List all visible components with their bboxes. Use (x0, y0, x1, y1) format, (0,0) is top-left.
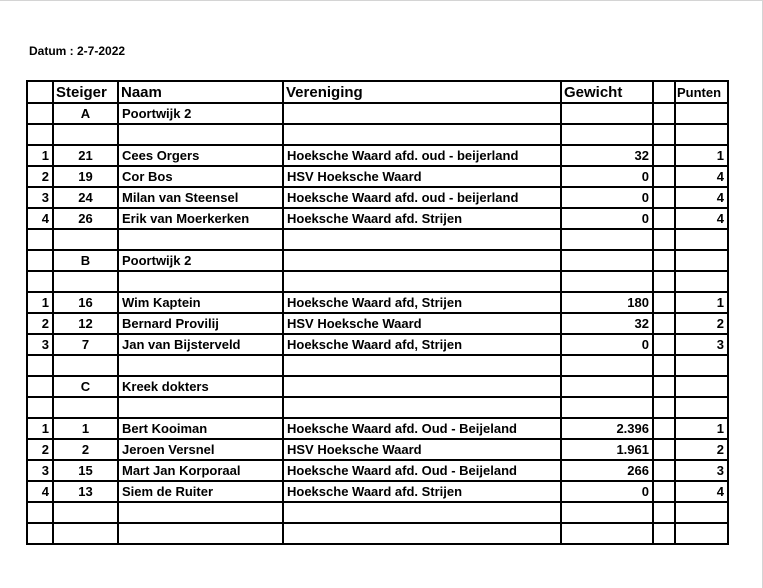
cell-vereniging (283, 523, 561, 544)
cell-steiger (53, 397, 118, 418)
cell-vereniging: Hoeksche Waard afd. Oud - Beijeland (283, 460, 561, 481)
cell-spacer (653, 460, 675, 481)
table-row (27, 460, 728, 481)
cell-naam (118, 229, 283, 250)
empty-row (27, 355, 728, 376)
header-gewicht: Gewicht (561, 81, 653, 103)
cell-punten (675, 250, 728, 271)
cell-vereniging (283, 502, 561, 523)
cell-vereniging: Hoeksche Waard afd. Strijen (283, 481, 561, 502)
table-row (27, 334, 728, 355)
cell-gewicht: 0 (561, 166, 653, 187)
cell-steiger: 15 (53, 460, 118, 481)
cell-naam (118, 502, 283, 523)
cell-punten: 3 (675, 334, 728, 355)
cell-gewicht (561, 124, 653, 145)
cell-punten: 2 (675, 313, 728, 334)
cell-gewicht (561, 523, 653, 544)
table-row (27, 187, 728, 208)
page-top-edge (0, 0, 763, 1)
cell-vereniging (283, 397, 561, 418)
cell-steiger (53, 271, 118, 292)
cell-spacer (653, 124, 675, 145)
table-row (27, 439, 728, 460)
cell-naam (118, 397, 283, 418)
cell-naam: Cor Bos (118, 166, 283, 187)
cell-naam (118, 124, 283, 145)
cell-vereniging (283, 103, 561, 124)
cell-gewicht: 266 (561, 460, 653, 481)
cell-spacer (653, 502, 675, 523)
cell-position (27, 250, 53, 271)
cell-naam: Cees Orgers (118, 145, 283, 166)
cell-spacer (653, 418, 675, 439)
cell-punten: 4 (675, 187, 728, 208)
cell-vereniging: Hoeksche Waard afd. oud - beijerland (283, 187, 561, 208)
cell-gewicht: 0 (561, 481, 653, 502)
cell-vereniging: Hoeksche Waard afd, Strijen (283, 292, 561, 313)
empty-row (27, 502, 728, 523)
cell-punten (675, 523, 728, 544)
cell-gewicht: 180 (561, 292, 653, 313)
cell-position: 4 (27, 208, 53, 229)
table-row (27, 481, 728, 502)
cell-naam: Jeroen Versnel (118, 439, 283, 460)
cell-spacer (653, 229, 675, 250)
cell-steiger: 7 (53, 334, 118, 355)
cell-gewicht: 0 (561, 208, 653, 229)
cell-position: 4 (27, 481, 53, 502)
cell-vereniging: HSV Hoeksche Waard (283, 439, 561, 460)
cell-gewicht: 32 (561, 313, 653, 334)
cell-position: 1 (27, 145, 53, 166)
empty-row (27, 229, 728, 250)
cell-steiger: 26 (53, 208, 118, 229)
empty-row (27, 271, 728, 292)
cell-spacer (653, 523, 675, 544)
cell-punten: 4 (675, 208, 728, 229)
table-row (27, 166, 728, 187)
cell-steiger: 24 (53, 187, 118, 208)
cell-position (27, 124, 53, 145)
cell-naam: Milan van Steensel (118, 187, 283, 208)
cell-steiger: 13 (53, 481, 118, 502)
group-row (27, 103, 728, 124)
cell-punten: 1 (675, 418, 728, 439)
cell-position: 3 (27, 187, 53, 208)
cell-position (27, 229, 53, 250)
cell-position: 3 (27, 334, 53, 355)
cell-gewicht (561, 355, 653, 376)
cell-position (27, 523, 53, 544)
cell-steiger: 12 (53, 313, 118, 334)
cell-steiger: 19 (53, 166, 118, 187)
cell-naam (118, 355, 283, 376)
header-row (27, 81, 728, 103)
cell-position (27, 355, 53, 376)
table-row (27, 208, 728, 229)
cell-gewicht (561, 229, 653, 250)
cell-position (27, 397, 53, 418)
cell-steiger (53, 502, 118, 523)
cell-punten: 1 (675, 145, 728, 166)
cell-naam: Poortwijk 2 (118, 103, 283, 124)
cell-spacer (653, 208, 675, 229)
cell-punten: 2 (675, 439, 728, 460)
cell-spacer (653, 439, 675, 460)
cell-vereniging (283, 376, 561, 397)
cell-spacer (653, 271, 675, 292)
empty-row (27, 397, 728, 418)
cell-vereniging (283, 229, 561, 250)
table-row (27, 313, 728, 334)
cell-position: 2 (27, 439, 53, 460)
table-row (27, 418, 728, 439)
cell-naam: Jan van Bijsterveld (118, 334, 283, 355)
cell-spacer (653, 187, 675, 208)
cell-gewicht (561, 250, 653, 271)
cell-gewicht (561, 103, 653, 124)
cell-spacer (653, 250, 675, 271)
cell-naam (118, 271, 283, 292)
group-row (27, 250, 728, 271)
cell-vereniging: Hoeksche Waard afd. Oud - Beijeland (283, 418, 561, 439)
cell-position: 3 (27, 460, 53, 481)
cell-gewicht (561, 502, 653, 523)
cell-steiger: 16 (53, 292, 118, 313)
cell-naam: Poortwijk 2 (118, 250, 283, 271)
cell-naam: Bernard Provilij (118, 313, 283, 334)
header-steiger: Steiger (53, 81, 118, 103)
cell-punten: 4 (675, 166, 728, 187)
header-punten: Punten (675, 81, 728, 103)
cell-punten: 3 (675, 460, 728, 481)
cell-position: 2 (27, 313, 53, 334)
cell-gewicht: 32 (561, 145, 653, 166)
table-row (27, 145, 728, 166)
empty-row (27, 124, 728, 145)
cell-spacer (653, 313, 675, 334)
cell-steiger (53, 355, 118, 376)
cell-gewicht: 0 (561, 187, 653, 208)
cell-naam (118, 523, 283, 544)
cell-position (27, 376, 53, 397)
cell-spacer (653, 481, 675, 502)
cell-steiger: A (53, 103, 118, 124)
header-position (27, 81, 53, 103)
cell-gewicht (561, 397, 653, 418)
cell-vereniging: HSV Hoeksche Waard (283, 166, 561, 187)
cell-position: 2 (27, 166, 53, 187)
cell-spacer (653, 292, 675, 313)
header-naam: Naam (118, 81, 283, 103)
cell-position (27, 271, 53, 292)
cell-vereniging (283, 355, 561, 376)
cell-punten (675, 502, 728, 523)
date-label: Datum : 2-7-2022 (29, 44, 126, 58)
cell-steiger: 1 (53, 418, 118, 439)
cell-punten: 4 (675, 481, 728, 502)
cell-naam: Bert Kooiman (118, 418, 283, 439)
cell-vereniging (283, 271, 561, 292)
results-table (26, 80, 729, 545)
cell-vereniging (283, 250, 561, 271)
header-vereniging: Vereniging (283, 81, 561, 103)
cell-punten (675, 124, 728, 145)
table-row (27, 292, 728, 313)
cell-punten (675, 376, 728, 397)
cell-position (27, 502, 53, 523)
cell-spacer (653, 103, 675, 124)
cell-steiger (53, 229, 118, 250)
cell-punten (675, 229, 728, 250)
cell-vereniging: HSV Hoeksche Waard (283, 313, 561, 334)
cell-naam: Mart Jan Korporaal (118, 460, 283, 481)
cell-naam: Wim Kaptein (118, 292, 283, 313)
cell-naam: Erik van Moerkerken (118, 208, 283, 229)
cell-steiger: C (53, 376, 118, 397)
cell-steiger (53, 124, 118, 145)
cell-gewicht (561, 271, 653, 292)
cell-spacer (653, 355, 675, 376)
cell-gewicht: 1.961 (561, 439, 653, 460)
cell-spacer (653, 376, 675, 397)
cell-punten: 1 (675, 292, 728, 313)
cell-position: 1 (27, 418, 53, 439)
cell-spacer (653, 397, 675, 418)
cell-vereniging (283, 124, 561, 145)
cell-position: 1 (27, 292, 53, 313)
cell-spacer (653, 145, 675, 166)
cell-vereniging: Hoeksche Waard afd. Strijen (283, 208, 561, 229)
cell-punten (675, 103, 728, 124)
cell-gewicht: 2.396 (561, 418, 653, 439)
cell-vereniging: Hoeksche Waard afd. oud - beijerland (283, 145, 561, 166)
cell-punten (675, 397, 728, 418)
group-row (27, 376, 728, 397)
cell-naam: Siem de Ruiter (118, 481, 283, 502)
cell-naam: Kreek dokters (118, 376, 283, 397)
cell-punten (675, 271, 728, 292)
cell-spacer (653, 334, 675, 355)
cell-punten (675, 355, 728, 376)
cell-position (27, 103, 53, 124)
cell-steiger: 21 (53, 145, 118, 166)
cell-spacer (653, 166, 675, 187)
cell-gewicht (561, 376, 653, 397)
cell-vereniging: Hoeksche Waard afd, Strijen (283, 334, 561, 355)
empty-row (27, 523, 728, 544)
cell-steiger (53, 523, 118, 544)
cell-steiger: B (53, 250, 118, 271)
cell-steiger: 2 (53, 439, 118, 460)
cell-gewicht: 0 (561, 334, 653, 355)
header-spacer (653, 81, 675, 103)
